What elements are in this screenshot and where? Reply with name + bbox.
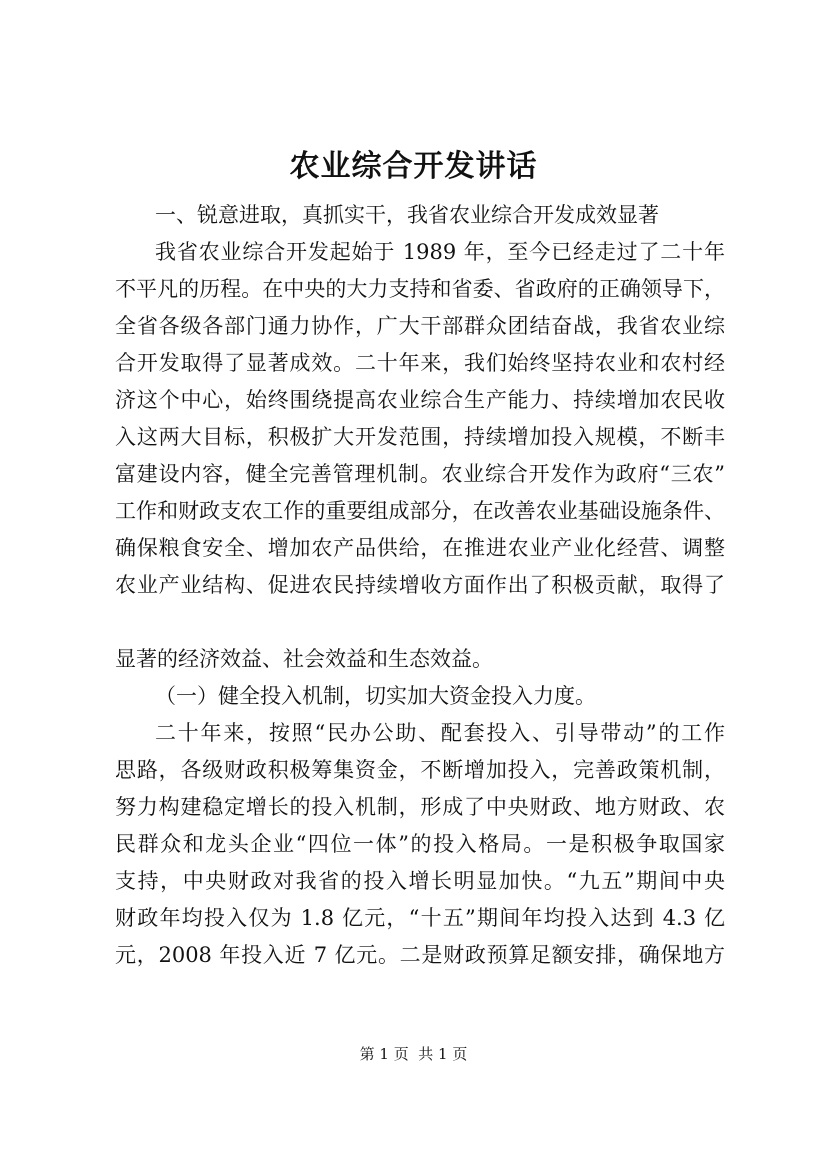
body-line: 我省农业综合开发起始于 1989 年，至今已经走过了二十年 xyxy=(155,240,725,264)
section-heading: 一、锐意进取，真抓实干，我省农业综合开发成效显著 xyxy=(155,203,659,227)
subsection-heading: （一）健全投入机制，切实加大资金投入力度。 xyxy=(155,684,596,708)
body-line: 合开发取得了显著成效。二十年来，我们始终坚持农业和农村经 xyxy=(115,351,725,375)
body-line: 不平凡的历程。在中央的大力支持和省委、省政府的正确领导下， xyxy=(115,277,725,301)
body-line: 富建设内容，健全完善管理机制。农业综合开发作为政府“三农” xyxy=(115,462,725,486)
body-line: 支持，中央财政对我省的投入增长明显加快。“九五”期间中央 xyxy=(115,869,725,893)
body-line: 民群众和龙头企业“四位一体”的投入格局。一是积极争取国家 xyxy=(115,832,725,856)
body-line: 确保粮食安全、增加农产品供给，在推进农业产业化经营、调整 xyxy=(115,536,725,560)
body-line: 显著的经济效益、社会效益和生态效益。 xyxy=(115,647,493,671)
body-line: 工作和财政支农工作的重要组成部分，在改善农业基础设施条件、 xyxy=(115,499,725,523)
body-line: 二十年来，按照“民办公助、配套投入、引导带动”的工作 xyxy=(155,721,725,745)
body-line: 入这两大目标，积极扩大开发范围，持续增加投入规模，不断丰 xyxy=(115,425,725,449)
body-line: 农业产业结构、促进农民持续增收方面作出了积极贡献，取得了 xyxy=(115,573,725,597)
document-title: 农业综合开发讲话 xyxy=(289,149,538,184)
body-line: 思路，各级财政积极筹集资金，不断增加投入，完善政策机制， xyxy=(115,758,725,782)
body-line: 济这个中心，始终围绕提高农业综合生产能力、持续增加农民收 xyxy=(115,388,725,412)
body-line: 努力构建稳定增长的投入机制，形成了中央财政、地方财政、农 xyxy=(115,795,725,819)
body-line: 元，2008 年投入近 7 亿元。二是财政预算足额安排，确保地方 xyxy=(115,943,725,967)
page-footer: 第 1 页 共 1 页 xyxy=(359,1045,468,1063)
body-line: 财政年均投入仅为 1.8 亿元，“十五”期间年均投入达到 4.3 亿 xyxy=(115,906,725,930)
body-line: 全省各级各部门通力协作，广大干部群众团结奋战，我省农业综 xyxy=(115,314,725,338)
